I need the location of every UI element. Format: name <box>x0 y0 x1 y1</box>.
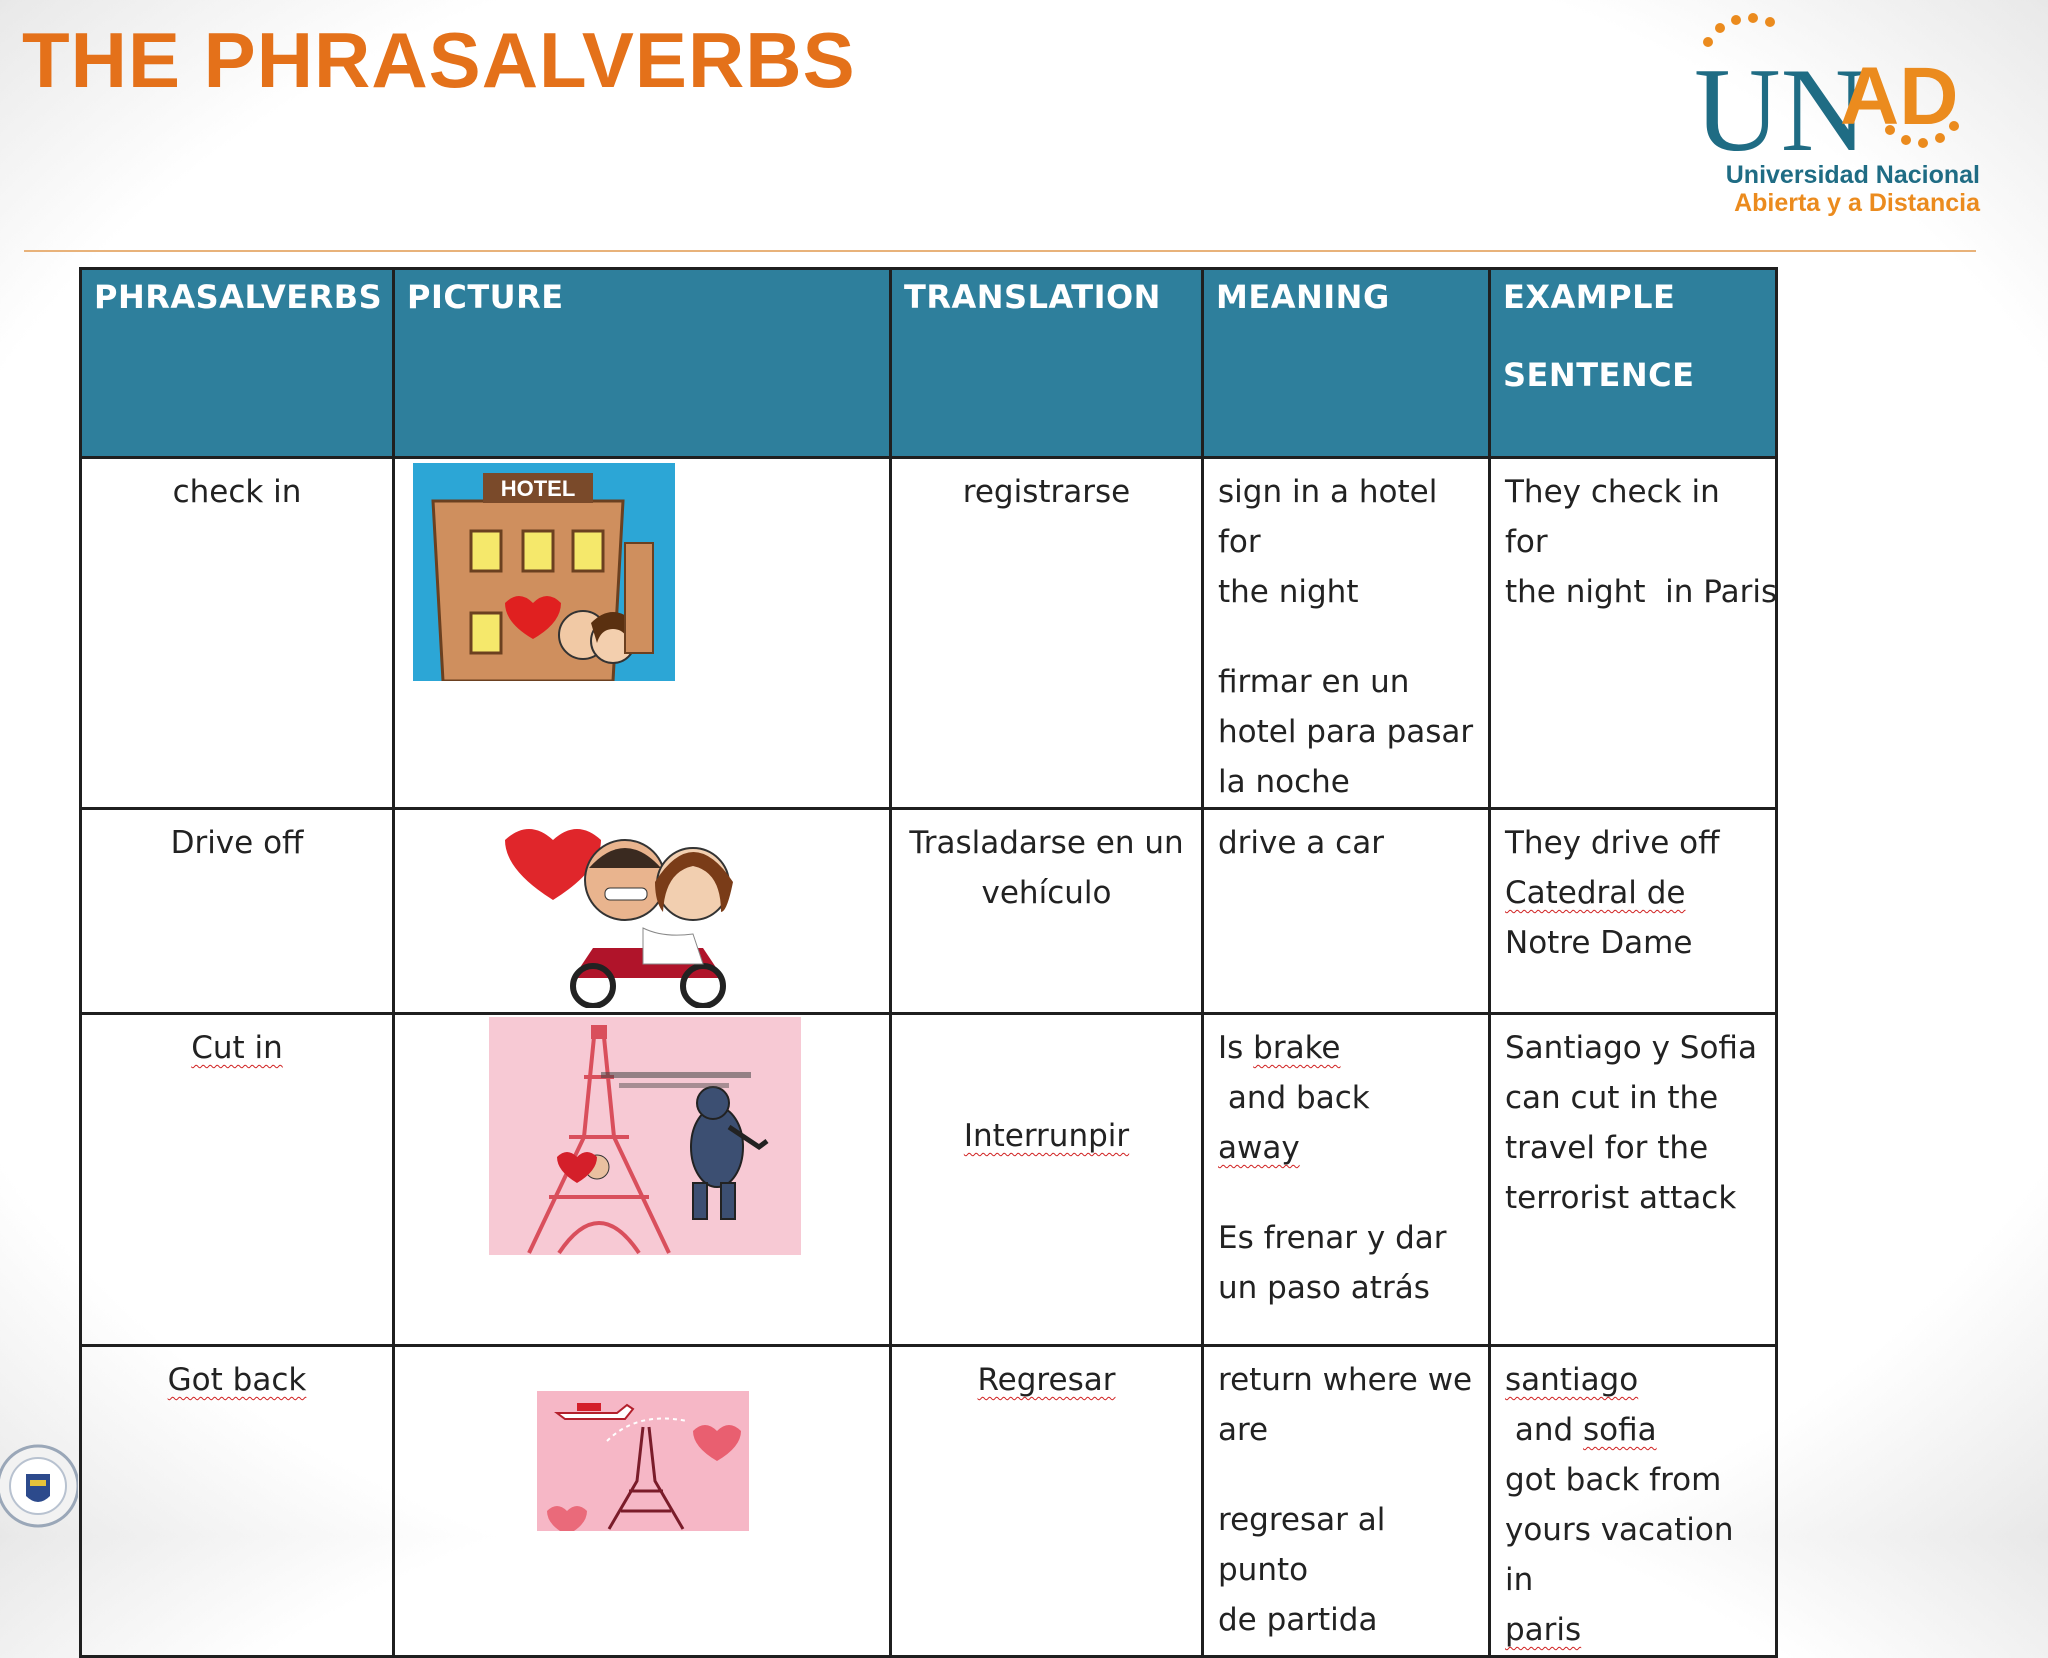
header-example-line1: EXAMPLE <box>1503 278 1676 316</box>
header-translation: TRANSLATION <box>891 269 1203 458</box>
example-line: Santiago y Sofia <box>1505 1030 1757 1066</box>
example-cell <box>1491 810 1775 968</box>
meaning-line: regresar al punto <box>1218 1502 1386 1588</box>
example-cell <box>1491 1015 1775 1223</box>
logo-line-1: Universidad Nacional <box>1725 161 1980 189</box>
table-row <box>81 1346 1777 1657</box>
meaning-line: la noche <box>1218 764 1350 800</box>
meaning-cell <box>1204 1015 1488 1313</box>
meaning-line: the night <box>1218 574 1359 610</box>
phrasal-verbs-table <box>79 267 1778 1658</box>
example-line: the night in Paris <box>1505 574 1778 610</box>
meaning-line: firmar en un <box>1218 664 1410 700</box>
header-example-sentence <box>1490 269 1777 458</box>
picture-cell <box>394 1346 891 1657</box>
header-example-line2: SENTENCE <box>1503 356 1695 394</box>
picture-cell <box>394 1014 891 1346</box>
example-text: santiago <box>1505 1362 1639 1398</box>
airplane-eiffel-image <box>537 1391 749 1531</box>
meaning-cell <box>1204 459 1488 807</box>
table-row <box>81 1014 1777 1346</box>
example-line: got back from <box>1505 1462 1722 1498</box>
meaning-line: sign in a hotel for <box>1218 474 1438 560</box>
meaning-cell: drive a car <box>1218 825 1384 861</box>
meaning-line: de partida <box>1218 1602 1378 1638</box>
header-picture: PICTURE <box>394 269 891 458</box>
picture-cell <box>394 809 891 1014</box>
verb-cell <box>82 1015 392 1073</box>
hotel-couple-image <box>413 463 675 681</box>
header-phrasalverbs: PHRASALVERBS <box>81 269 394 458</box>
picture-cell <box>394 458 891 809</box>
meaning-text: brake <box>1253 1030 1341 1066</box>
logo-un-letters: UN <box>1694 43 1868 162</box>
unad-logo-mark <box>1690 12 1980 162</box>
example-line: They drive off <box>1505 825 1720 861</box>
example-cell <box>1491 459 1778 617</box>
translation-line: Trasladarse en un <box>909 825 1184 861</box>
meaning-text: Is <box>1218 1030 1254 1066</box>
title-divider <box>24 250 1976 252</box>
example-line: Catedral de <box>1505 875 1686 911</box>
table-header-row <box>81 269 1777 458</box>
meaning-line: are <box>1218 1412 1269 1448</box>
meaning-line: un paso atrás <box>1218 1270 1430 1306</box>
hotel-sign-text: HOTEL <box>500 476 576 501</box>
translation-cell <box>892 810 1201 918</box>
example-line: Notre Dame <box>1505 925 1693 961</box>
translation-text: Interrunpir <box>963 1118 1130 1154</box>
example-line: can cut in the <box>1505 1080 1719 1116</box>
slide-title: THE PHRASALVERBS <box>22 16 856 104</box>
table-row <box>81 809 1777 1014</box>
meaning-text: and back <box>1218 1080 1370 1116</box>
verb-cell <box>82 1347 392 1405</box>
eiffel-tower-image <box>489 1017 801 1255</box>
translation-cell <box>892 1015 1201 1161</box>
logo-line-2: Abierta y a Distancia <box>1734 189 1980 217</box>
verb-text: Cut in <box>191 1030 283 1066</box>
example-text: sofia <box>1583 1412 1657 1448</box>
verb-cell: check in <box>172 474 302 510</box>
unad-logo <box>1690 12 1980 222</box>
translation-line: vehículo <box>981 875 1112 911</box>
example-line: yours vacation in <box>1505 1512 1734 1598</box>
logo-ad-letters: AD <box>1840 51 1959 142</box>
meaning-line: hotel para pasar <box>1218 714 1474 750</box>
example-text: paris <box>1505 1612 1582 1648</box>
example-cell <box>1491 1347 1775 1655</box>
example-line: terrorist attack <box>1505 1180 1737 1216</box>
example-line: travel for the <box>1505 1130 1709 1166</box>
table-row <box>81 458 1777 809</box>
translation-cell: registrarse <box>962 474 1131 510</box>
verb-text: Got back <box>167 1362 307 1398</box>
translation-text: Regresar <box>977 1362 1116 1398</box>
header-meaning: MEANING <box>1203 269 1490 458</box>
meaning-cell <box>1204 1347 1488 1645</box>
verb-cell: Drive off <box>170 825 304 861</box>
meaning-text: away <box>1218 1130 1300 1166</box>
example-text: and <box>1505 1412 1584 1448</box>
example-line: They check in for <box>1505 474 1720 560</box>
motorcycle-couple-image <box>503 818 773 1008</box>
meaning-line: return where we <box>1218 1362 1473 1398</box>
translation-cell <box>892 1347 1201 1405</box>
colombia-seal-icon <box>0 1436 78 1536</box>
meaning-line: Es frenar y dar <box>1218 1220 1447 1256</box>
